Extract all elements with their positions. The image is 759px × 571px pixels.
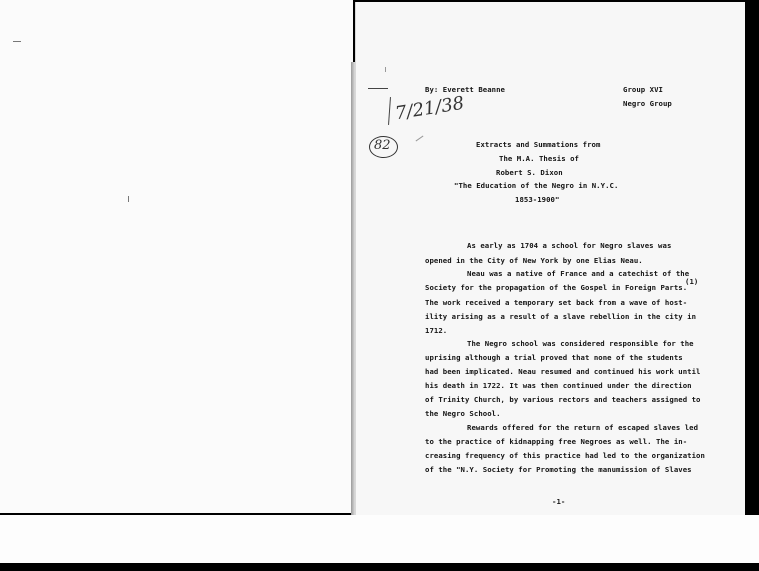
body-line-13: the Negro School.	[425, 409, 501, 418]
left-edge-mark	[13, 41, 21, 42]
body-line-7: 1712.	[425, 326, 448, 335]
page-number: -1-	[552, 497, 566, 506]
body-line-1: As early as 1704 a school for Negro slaves was	[467, 241, 672, 250]
body-line-12: of Trinity Church, by various rectors and teachers assigned to	[425, 395, 701, 404]
left-blank-page	[0, 0, 353, 513]
body-line-5: The work received a temporary set back from a wave of host-	[425, 298, 688, 307]
body-line-3: Neau was a native of France and a catechist of the	[467, 269, 690, 278]
group-name-label: Negro Group	[623, 99, 672, 108]
annotation-stroke	[388, 97, 391, 125]
author-line: By: Everett Beanne	[425, 85, 505, 94]
left-page-speck	[128, 196, 129, 202]
title-line-3: Robert S. Dixon	[496, 168, 563, 177]
title-line-2: The M.A. Thesis of	[499, 154, 579, 163]
body-line-10: had been implicated. Neau resumed and continued his work until	[425, 367, 701, 376]
body-line-15: to the practice of kidnapping free Negroes as well. The in-	[425, 437, 688, 446]
body-line-11: his death in 1722. It was then continued under the direction	[425, 381, 692, 390]
bottom-margin	[0, 515, 759, 563]
pencil-mark	[416, 136, 424, 142]
body-line-8: The Negro school was considered responsible for the	[467, 339, 694, 348]
footnote-marker: (1)	[685, 277, 699, 286]
body-line-9: uprising although a trial proved that none of the students	[425, 353, 683, 362]
title-line-5: 1853-1900"	[515, 195, 560, 204]
group-label: Group XVI	[623, 85, 663, 94]
body-line-17: of the "N.Y. Society for Promoting the manumission of Slaves	[425, 465, 692, 474]
document-page	[355, 2, 745, 515]
body-line-4: Society for the propagation of the Gospel in Foreign Parts.	[425, 283, 688, 292]
circled-number: 82	[374, 138, 391, 153]
body-line-6: ility arising as a result of a slave rebellion in the city in	[425, 312, 697, 321]
title-line-4: "The Education of the Negro in N.Y.C.	[454, 181, 619, 190]
title-line-1: Extracts and Summations from	[476, 140, 601, 149]
annotation-rule	[368, 88, 388, 89]
body-line-16: creasing frequency of this practice had led to the organization	[425, 451, 705, 460]
body-line-14: Rewards offered for the return of escaped slaves led	[467, 423, 699, 432]
top-edge-mark	[385, 67, 386, 72]
handwritten-date: 7/21/38	[393, 92, 466, 125]
body-line-2: opened in the City of New York by one Elias Neau.	[425, 256, 643, 265]
